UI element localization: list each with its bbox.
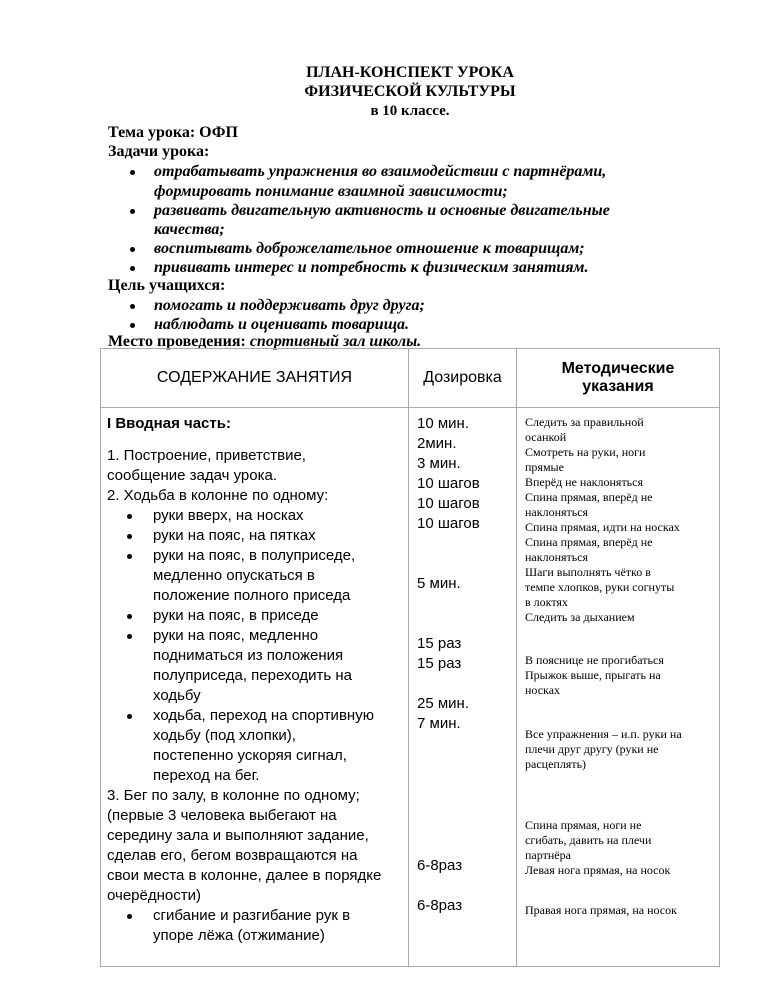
content-line: положение полного приседа xyxy=(153,587,351,604)
dosage-value: 25 мин. xyxy=(417,695,469,712)
table-row xyxy=(101,408,720,967)
title-line-1: ПЛАН-КОНСПЕКТ УРОКА xyxy=(306,64,514,81)
title-line-3: в 10 классе. xyxy=(370,103,450,119)
note-line: Шаги выполнять чётко в xyxy=(525,565,651,579)
content-cell xyxy=(101,408,409,967)
dosage-value: 6-8раз xyxy=(417,857,463,874)
content-line: медленно опускаться в xyxy=(153,567,315,584)
content-line: 1. Построение, приветствие, xyxy=(107,447,306,464)
bullet-icon xyxy=(130,323,135,328)
content-line: ходьбу xyxy=(153,687,201,704)
document-page: ПЛАН-КОНСПЕКТ УРОКА ФИЗИЧЕСКОЙ КУЛЬТУРЫ в 10 классе. Тема урока: ОФП Задачи урока: отрабатывать упражнения во взаимодействии с партнёрами, формировать понимание взаимной зависимости; развивать двигательную активность и основные двигательные качества; воспитывать доброжелательное отношение к товарищам; прививать интерес и потребность к физическим занятиям. Цель учащихся: помогать и поддерживать друг друга; наблюдать и оценивать товарища. Место проведения: спортивный зал школы. СОДЕРЖАНИЕ ЗАНЯТИЯ Дозировка Методические указания I Вводная часть: 1. Построение, приветствие, сообщение задач урока. 2. Ходьба в колонне по одному: руки вверх, на носках руки на пояс, на пятках руки на пояс, в полуприседе, медленно опускаться в положение полного приседа руки на пояс, в приседе руки на пояс, медленно подниматься из положения полуприседа, переходить на ходьбу ходьба, переход на спортивную ходьбу (под хлопки), постепенно ускоряя сигнал, переход на бег. 3. Бег по залу, в колонне по одному; (первые 3 человека выбегают на середину зала и выполняют задание, сделав его, бегом возвращаются на свои места в колонне, далее в порядке очерёдности) сгибание и разгибание рук в упоре лёжа (отжимание) 10 мин. 2мин. 3 мин. 10 шагов 10 шагов 10 шагов 5 мин. 15 раз 15 раз 25 мин. 7 мин. 6-8раз 6-8раз Следить за правильной осанкой Смотреть на руки, ноги прямые Вперёд не наклоняться Спина прямая, вперёд не наклоняться Спина прямая, идти на носках Спина прямая, вперёд не наклоняться Шаги выполнять чётко в темпе хлопков, руки согнуты в локтях Следить за дыханием В пояснице не прогибаться Прыжок выше, прыгать на носках Все упражнения – и.п. руки на плечи друг другу (руки не расцеплять) Спина прямая, ноги не сгибать, давить на плечи партнёра Левая нога прямая, на носок Правая нога прямая, на носок xyxy=(0,0,768,994)
note-line: наклоняться xyxy=(525,505,589,519)
note-line: осанкой xyxy=(525,430,567,444)
section-heading: I Вводная часть: xyxy=(107,415,231,432)
note-line: В пояснице не прогибаться xyxy=(525,653,664,667)
content-line: середину зала и выполняют задание, xyxy=(107,827,369,844)
content-line: руки на пояс, в приседе xyxy=(153,607,319,624)
table-header-row xyxy=(101,349,720,408)
lesson-table xyxy=(100,348,720,967)
content-line: руки вверх, на носках xyxy=(153,507,304,524)
bullet-icon xyxy=(127,514,132,519)
topic-value: ОФП xyxy=(199,124,238,141)
note-line: Правая нога прямая, на носок xyxy=(525,903,677,917)
content-line: ходьбу (под хлопки), xyxy=(153,727,296,744)
note-line: в локтях xyxy=(525,595,568,609)
place-label: Место проведения: xyxy=(108,333,246,350)
dosage-value: 10 шагов xyxy=(417,515,480,532)
content-line: руки на пояс, на пятках xyxy=(153,527,316,544)
bullet-icon xyxy=(127,614,132,619)
dosage-value: 3 мин. xyxy=(417,455,461,472)
dosage-value: 10 мин. xyxy=(417,415,469,432)
content-line: сообщение задач урока. xyxy=(107,467,278,484)
content-line: постепенно ускоряя сигнал, xyxy=(153,747,347,764)
content-line: свои места в колонне, далее в порядке xyxy=(107,867,382,884)
dosage-cell xyxy=(409,408,517,967)
content-line: руки на пояс, в полуприседе, xyxy=(153,547,356,564)
tasks-label: Задачи урока: xyxy=(108,143,210,160)
content-line: очерёдности) xyxy=(107,887,201,904)
bullet-icon xyxy=(127,634,132,639)
note-line: плечи друг другу (руки не xyxy=(525,742,659,756)
content-line: переход на бег. xyxy=(153,767,260,784)
note-line: Спина прямая, идти на носках xyxy=(525,520,680,534)
note-line: Все упражнения – и.п. руки на xyxy=(525,727,682,741)
content-line: подниматься из положения xyxy=(153,647,344,664)
note-line: Прыжок выше, прыгать на xyxy=(525,668,661,682)
content-line: полуприседа, переходить на xyxy=(153,667,352,684)
note-line: темпе хлопков, руки согнуты xyxy=(525,580,675,594)
dosage-value: 7 мин. xyxy=(417,715,461,732)
bullet-icon xyxy=(127,554,132,559)
dosage-value: 15 раз xyxy=(417,655,462,672)
notes-cell xyxy=(517,408,720,967)
bullet-icon xyxy=(130,266,135,271)
content-line: 2. Ходьба в колонне по одному: xyxy=(107,487,329,504)
dosage-value: 6-8раз xyxy=(417,897,463,914)
content-line: 3. Бег по залу, в колонне по одному; xyxy=(107,787,360,804)
dosage-value: 5 мин. xyxy=(417,575,461,592)
content-line: упоре лёжа (отжимание) xyxy=(153,927,325,944)
note-line: Следить за дыханием xyxy=(525,610,635,624)
note-line: носках xyxy=(525,683,561,697)
content-line: сгибание и разгибание рук в xyxy=(153,907,351,924)
content-line: руки на пояс, медленно xyxy=(153,627,319,644)
content-line: сделав его, бегом возвращаются на xyxy=(107,847,358,864)
dosage-value: 10 шагов xyxy=(417,495,480,512)
note-line: Спина прямая, вперёд не xyxy=(525,490,653,504)
note-line: сгибать, давить на плечи xyxy=(525,833,652,847)
goal-label: Цель учащихся: xyxy=(108,277,226,294)
header-content: СОДЕРЖАНИЕ ЗАНЯТИЯ xyxy=(101,349,409,408)
title-line-2: ФИЗИЧЕСКОЙ КУЛЬТУРЫ xyxy=(304,83,516,100)
note-line: Левая нога прямая, на носок xyxy=(525,863,671,877)
dosage-value: 2мин. xyxy=(417,435,457,452)
dosage-value: 10 шагов xyxy=(417,475,480,492)
bullet-icon xyxy=(127,714,132,719)
note-line: наклоняться xyxy=(525,550,589,564)
bullet-icon xyxy=(130,247,135,252)
place-value: спортивный зал школы. xyxy=(249,333,422,350)
note-line: Спина прямая, ноги не xyxy=(525,818,642,832)
content-line: (первые 3 человека выбегают на xyxy=(107,807,337,824)
dosage-value: 15 раз xyxy=(417,635,462,652)
topic-label: Тема урока: xyxy=(108,124,196,141)
bullet-icon xyxy=(127,914,132,919)
note-line: прямые xyxy=(525,460,564,474)
note-line: Следить за правильной xyxy=(525,415,644,429)
note-line: Вперёд не наклоняться xyxy=(525,475,644,489)
bullet-icon xyxy=(130,170,135,175)
note-line: партнёра xyxy=(525,848,571,862)
bullet-icon xyxy=(127,534,132,539)
bullet-icon xyxy=(130,209,135,214)
header-dosage: Дозировка xyxy=(409,349,517,408)
note-line: Смотреть на руки, ноги xyxy=(525,445,646,459)
content-line: ходьба, переход на спортивную xyxy=(153,707,374,724)
header-notes: Методические указания xyxy=(517,349,720,408)
note-line: Спина прямая, вперёд не xyxy=(525,535,653,549)
bullet-icon xyxy=(130,304,135,309)
topic-line xyxy=(108,124,238,142)
note-line: расцеплять) xyxy=(525,757,587,771)
